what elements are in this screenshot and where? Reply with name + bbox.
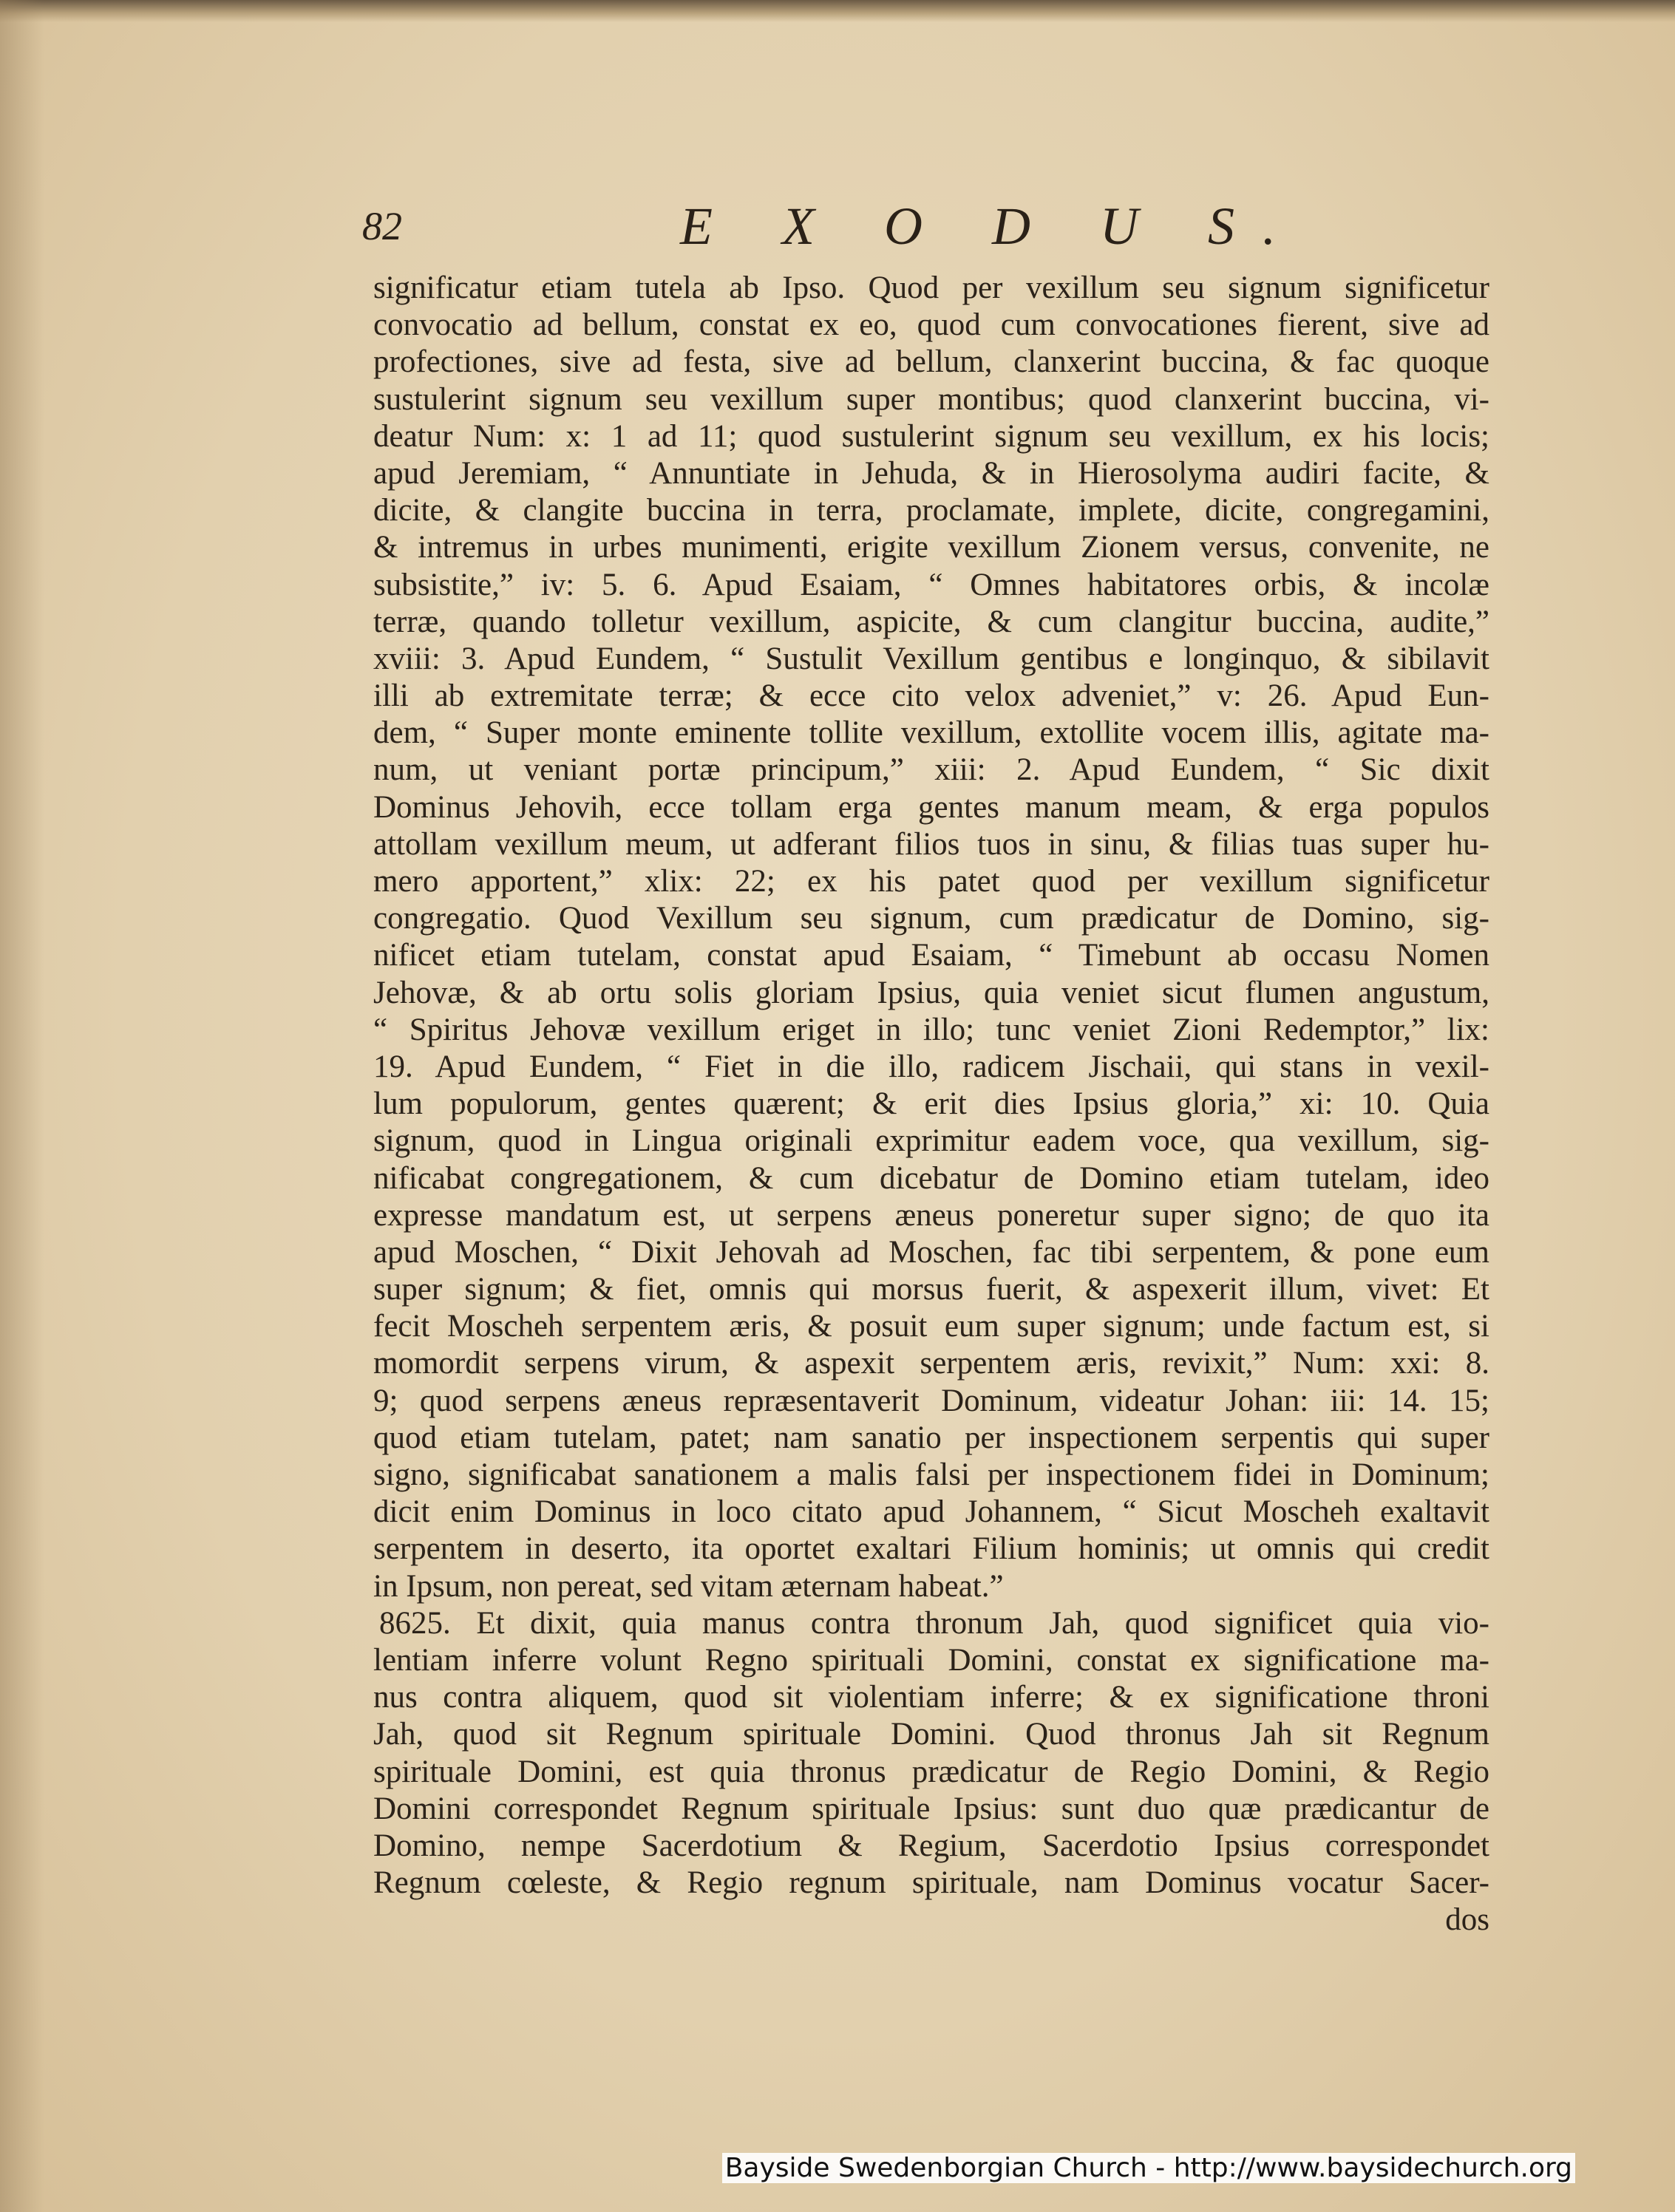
text-line: spirituale Domini, est quia thronus prædicatur de Regio Domini, & Regio [373,1754,1489,1789]
text-line: lum populorum, gentes quærent; & erit dies Ipsius gloria,” xi: 10. Quia [373,1086,1489,1122]
text-line: “ Spiritus Jehovæ vexillum eriget in illo; tunc veniet Zioni Redemptor,” lix: [373,1012,1489,1047]
text-line: lentiam inferre volunt Regno spirituali Domini, constat ex significatione ma- [373,1642,1489,1678]
text-line: apud Jeremiam, “ Annuntiate in Jehuda, & in Hierosolyma audiri facite, & [373,455,1489,491]
text-line: signum, quod in Lingua originali exprimitur eadem voce, qua vexillum, sig- [373,1123,1489,1159]
text-line: nificet etiam tutelam, constat apud Esaiam, “ Timebunt ab occasu Nomen [373,938,1489,973]
body-text [373,270,1489,1939]
text-line: Regnum cœleste, & Regio regnum spirituale, nam Dominus vocatur Sacer- [373,1865,1489,1901]
text-line: momordit serpens virum, & aspexit serpentem æris, revixit,” Num: xxi: 8. [373,1346,1489,1381]
text-line: super signum; & fiet, omnis qui morsus fuerit, & aspexerit illum, vivet: Et [373,1272,1489,1307]
page-number: 82 [362,204,402,248]
text-line: expresse mandatum est, ut serpens æneus poneretur super signo; de quo ita [373,1197,1489,1233]
text-line: signo, significabat sanationem a malis falsi per inspectionem fidei in Dominum; [373,1457,1489,1492]
text-line: terræ, quando tolletur vexillum, aspicite, & cum clangitur buccina, audite,” [373,604,1489,639]
text-line: illi ab extremitate terræ; & ecce cito velox adveniet,” v: 26. Apud Eun- [373,678,1489,714]
text-line: deatur Num: x: 1 ad 11; quod sustulerint signum seu vexillum, ex his locis; [373,418,1489,454]
page-gutter-shadow [0,0,44,2212]
text-line: dem, “ Super monte eminente tollite vexillum, extollite vocem illis, agitate ma- [373,715,1489,751]
text-line: dicite, & clangite buccina in terra, proclamate, implete, dicite, congregamini, [373,493,1489,528]
text-line: profectiones, sive ad festa, sive ad bellum, clanxerint buccina, & fac quoque [373,344,1489,380]
text-line: nus contra aliquem, quod sit violentiam inferre; & ex significatione throni [373,1680,1489,1715]
text-line: & intremus in urbes munimenti, erigite vexillum Zionem versus, convenite, ne [373,530,1489,565]
text-line: Domini correspondet Regnum spirituale Ipsius: sunt duo quæ prædicantur de [373,1791,1489,1826]
text-line: Domino, nempe Sacerdotium & Regium, Sacerdotio Ipsius correspondet [373,1828,1489,1863]
site-watermark: Bayside Swedenborgian Church - http://www.baysidechurch.org [722,2153,1575,2183]
text-line: mero apportent,” xlix: 22; ex his patet quod per vexillum significetur [373,864,1489,899]
text-line: Jehovæ, & ab ortu solis gloriam Ipsius, quia veniet sicut flumen angustum, [373,975,1489,1010]
text-line: serpentem in deserto, ita oportet exaltari Filium hominis; ut omnis qui credit [373,1531,1489,1567]
text-line: congregatio. Quod Vexillum seu signum, cum prædicatur de Domino, sig- [373,901,1489,936]
text-line: fecit Moscheh serpentem æris, & posuit eum super signum; unde factum est, si [373,1309,1489,1344]
text-line: 19. Apud Eundem, “ Fiet in die illo, radicem Jischaii, qui stans in vexil- [373,1049,1489,1084]
running-head [362,196,1508,262]
text-line: xviii: 3. Apud Eundem, “ Sustulit Vexillum gentibus e longinquo, & sibilavit [373,641,1489,676]
paragraph-start-line: 8625. Et dixit, quia manus contra thronum Jah, quod significet quia vio- [379,1605,1489,1641]
text-line: quod etiam tutelam, patet; nam sanatio per inspectionem serpentis qui super [373,1420,1489,1455]
text-line: significatur etiam tutela ab Ipso. Quod per vexillum seu signum significetur [373,270,1489,305]
text-line: in Ipsum, non pereat, sed vitam æternam habeat.” [373,1568,1004,1604]
text-line: sustulerint signum seu vexillum super montibus; quod clanxerint buccina, vi- [373,381,1489,417]
catchword: dos [1445,1902,1489,1938]
text-line: apud Moschen, “ Dixit Jehovah ad Moschen, fac tibi serpentem, & pone eum [373,1234,1489,1270]
text-line: subsistite,” iv: 5. 6. Apud Esaiam, “ Omnes habitatores orbis, & incolæ [373,567,1489,602]
book-title: E X O D U S. [680,197,1304,256]
text-line: convocatio ad bellum, constat ex eo, quod cum convocationes fierent, sive ad [373,307,1489,343]
page-top-edge [0,0,1675,22]
text-line: Dominus Jehovih, ecce tollam erga gentes manum meam, & erga populos [373,789,1489,825]
text-line: nificabat congregationem, & cum dicebatur de Domino etiam tutelam, ideo [373,1160,1489,1196]
text-line: num, ut veniant portæ principum,” xiii: 2. Apud Eundem, “ Sic dixit [373,752,1489,788]
text-line: attollam vexillum meum, ut adferant filios tuos in sinu, & filias tuas super hu- [373,826,1489,862]
text-line: 9; quod serpens æneus repræsentaverit Dominum, videatur Johan: iii: 14. 15; [373,1383,1489,1418]
text-line: Jah, quod sit Regnum spirituale Domini. Quod thronus Jah sit Regnum [373,1717,1489,1752]
text-line: dicit enim Dominus in loco citato apud Johannem, “ Sicut Moscheh exaltavit [373,1494,1489,1530]
